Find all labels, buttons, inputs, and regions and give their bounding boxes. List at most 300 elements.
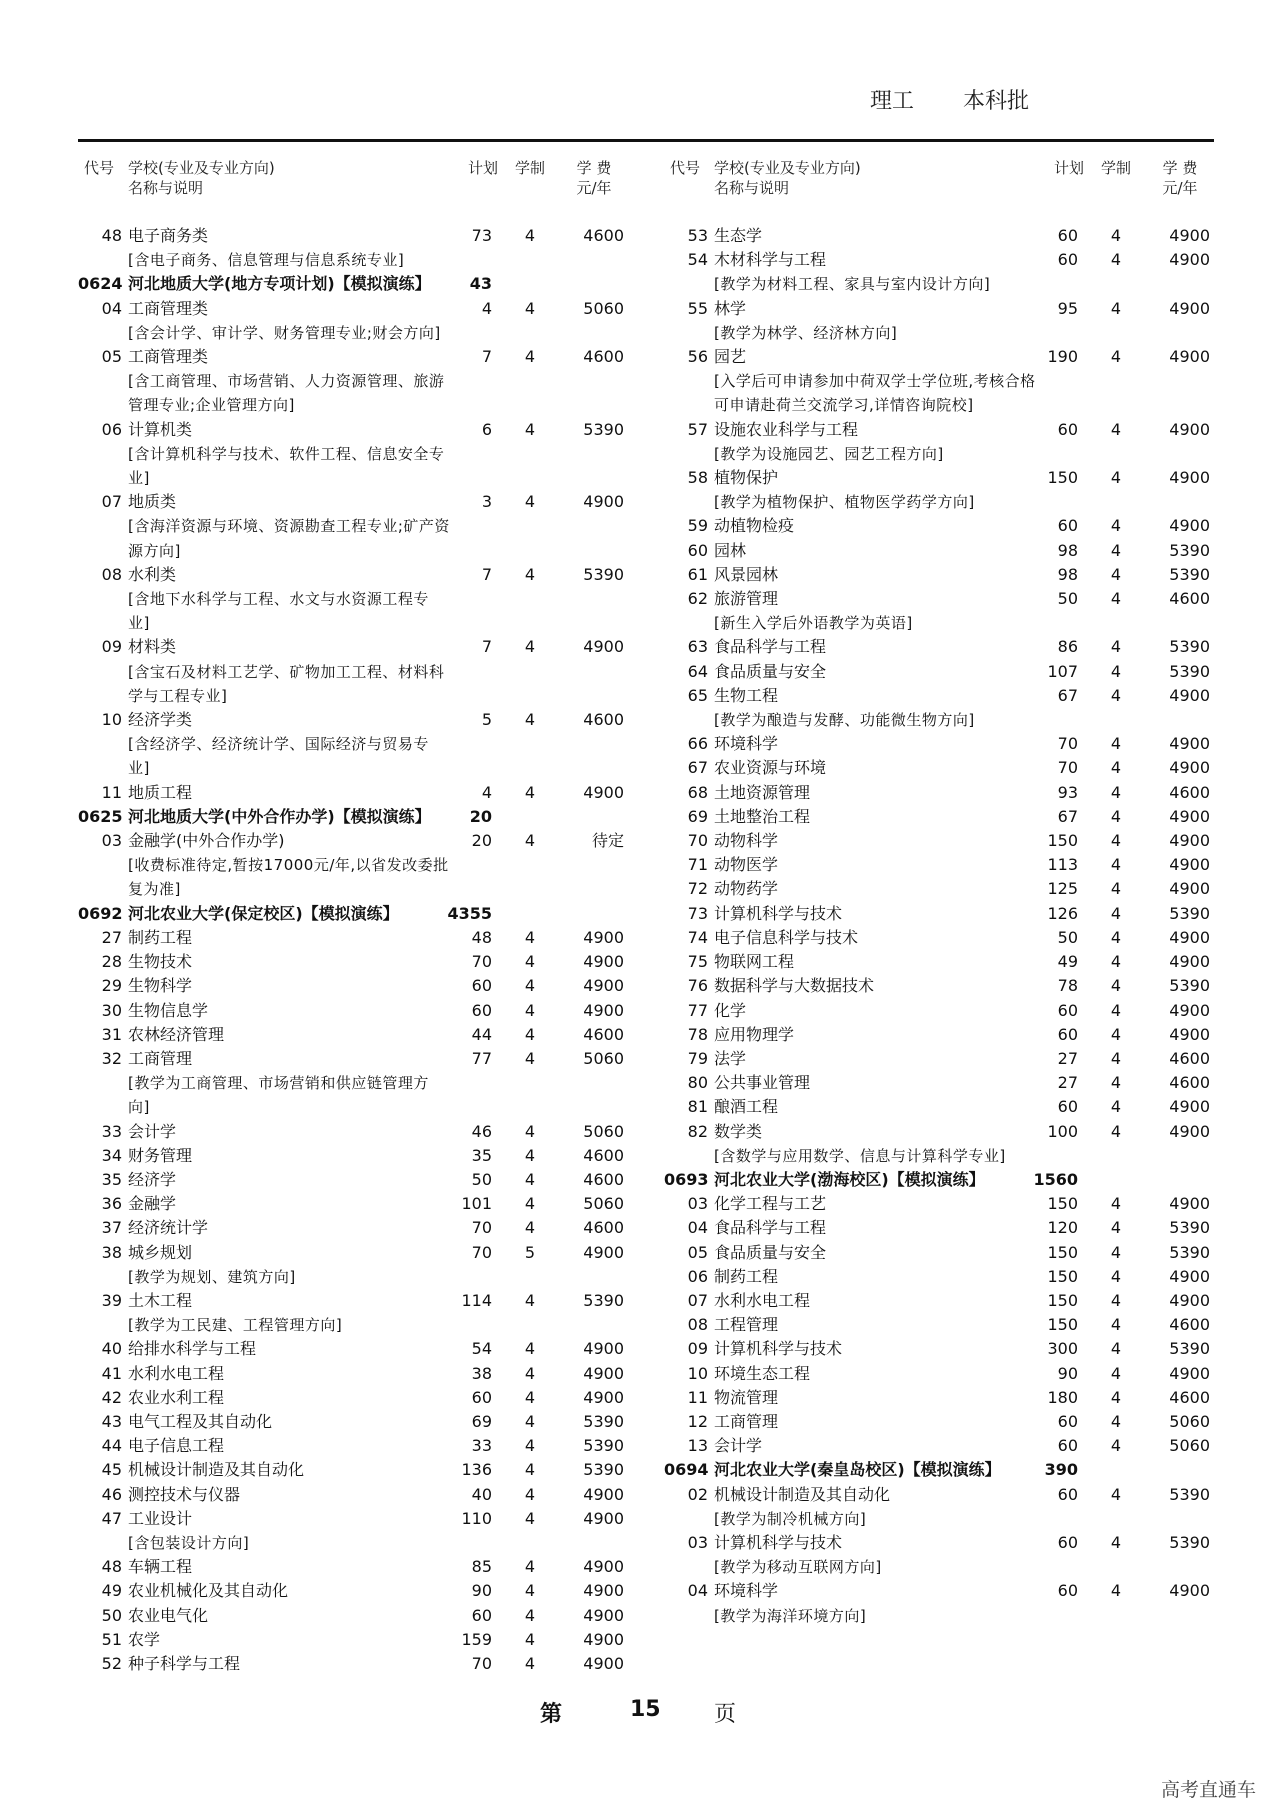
study-years: 4 <box>524 976 536 996</box>
major-code: 06 <box>101 419 122 439</box>
major-code: 56 <box>687 347 708 367</box>
plan-count: 20 <box>471 831 492 851</box>
tuition-fee: 4600 <box>1169 589 1210 609</box>
plan-count: 101 <box>461 1194 492 1214</box>
major-code: 03 <box>687 1194 708 1214</box>
major-code: 67 <box>687 758 708 778</box>
note-row <box>664 1507 1220 1531</box>
major-row <box>664 684 1220 708</box>
major-name: 地质类 <box>128 492 177 512</box>
note-row <box>664 272 1220 296</box>
major-code: 72 <box>687 879 708 899</box>
tuition-fee: 4900 <box>1169 1024 1210 1044</box>
major-code: 44 <box>101 1436 122 1456</box>
note-row <box>78 1265 634 1289</box>
major-code: 07 <box>101 492 122 512</box>
major-code: 03 <box>101 831 122 851</box>
col-code-header: 代号 <box>84 159 115 177</box>
study-years: 4 <box>1110 976 1122 996</box>
study-years: 4 <box>1110 1315 1122 1335</box>
study-years: 4 <box>524 1363 536 1383</box>
major-code: 49 <box>101 1581 122 1601</box>
major-name: 计算机科学与技术 <box>714 1339 843 1359</box>
plan-count: 6 <box>481 419 492 439</box>
plan-count: 113 <box>1047 855 1078 875</box>
tuition-fee: 4900 <box>583 1629 624 1649</box>
major-code: 54 <box>687 250 708 270</box>
major-row <box>78 1047 634 1071</box>
study-years: 4 <box>524 1145 536 1165</box>
tuition-fee: 4900 <box>1169 468 1210 488</box>
major-name: 旅游管理 <box>714 589 779 609</box>
plan-count: 110 <box>461 1508 492 1528</box>
school-name: 河北地质大学(中外合作办学)【模拟演练】 <box>128 806 431 826</box>
study-years: 4 <box>1110 250 1122 270</box>
major-code: 08 <box>101 564 122 584</box>
major-name: 生物信息学 <box>128 1000 209 1020</box>
major-code: 31 <box>101 1024 122 1044</box>
plan-count: 54 <box>471 1339 492 1359</box>
plan-count: 69 <box>471 1411 492 1431</box>
tuition-fee: 4900 <box>583 1508 624 1528</box>
note-text: [教学为规划、建筑方向] <box>128 1267 296 1286</box>
note-row <box>664 369 1220 417</box>
major-name: 土木工程 <box>128 1290 193 1310</box>
plan-count: 27 <box>1057 1073 1078 1093</box>
major-code: 12 <box>687 1411 708 1431</box>
plan-count: 1560 <box>1033 1169 1078 1189</box>
study-years: 4 <box>1110 637 1122 657</box>
study-years: 4 <box>524 1339 536 1359</box>
left-column <box>78 152 634 1676</box>
plan-count: 150 <box>1047 1266 1078 1286</box>
plan-count: 73 <box>471 226 492 245</box>
tuition-fee: 4900 <box>1169 1290 1210 1310</box>
major-row <box>664 1531 1220 1555</box>
plan-count: 70 <box>471 1242 492 1262</box>
tuition-fee: 5390 <box>1169 564 1210 584</box>
major-code: 66 <box>687 734 708 754</box>
major-row <box>664 1386 1220 1410</box>
tuition-fee: 5060 <box>583 1048 624 1068</box>
tuition-fee: 4900 <box>583 492 624 512</box>
major-code: 45 <box>101 1460 122 1480</box>
major-row <box>664 1071 1220 1095</box>
col-name-header: 学校(专业及专业方向) 名称与说明 <box>714 159 861 197</box>
tuition-fee: 5390 <box>1169 637 1210 657</box>
major-code: 69 <box>687 806 708 826</box>
plan-count: 5 <box>481 710 492 730</box>
tuition-fee: 4900 <box>1169 1097 1210 1117</box>
tuition-fee: 4900 <box>1169 516 1210 536</box>
page-number-prefix: 第 <box>540 1702 563 1727</box>
tuition-fee: 4600 <box>583 347 624 367</box>
tuition-fee: 4900 <box>1169 952 1210 972</box>
plan-count: 70 <box>1057 758 1078 778</box>
major-name: 动物科学 <box>714 831 779 851</box>
note-text: [含数学与应用数学、信息与计算科学专业] <box>714 1146 1006 1165</box>
major-name: 生态学 <box>714 226 763 245</box>
study-years: 4 <box>524 1411 536 1431</box>
major-row <box>664 660 1220 684</box>
major-name: 动物医学 <box>714 855 779 875</box>
study-years: 4 <box>1110 782 1122 802</box>
study-years: 4 <box>1110 347 1122 367</box>
plan-count: 60 <box>1057 1411 1078 1431</box>
major-name: 环境科学 <box>714 1581 779 1601</box>
major-code: 63 <box>687 637 708 657</box>
study-years: 4 <box>524 710 536 730</box>
col-name-header: 学校(专业及专业方向) 名称与说明 <box>128 159 275 197</box>
plan-count: 20 <box>469 806 492 826</box>
tuition-fee: 5060 <box>583 1121 624 1141</box>
tuition-fee: 4600 <box>583 1218 624 1238</box>
major-name: 会计学 <box>714 1436 763 1456</box>
major-code: 47 <box>101 1508 122 1528</box>
major-row <box>78 1023 634 1047</box>
note-row <box>78 321 634 345</box>
plan-count: 78 <box>1057 976 1078 996</box>
major-name: 经济统计学 <box>128 1218 209 1238</box>
plan-count: 67 <box>1057 685 1078 705</box>
plan-count: 107 <box>1047 661 1078 681</box>
study-years: 4 <box>524 226 536 245</box>
major-name: 车辆工程 <box>128 1557 193 1577</box>
major-code: 02 <box>687 1484 708 1504</box>
plan-count: 40 <box>471 1484 492 1504</box>
major-name: 金融学(中外合作办学) <box>128 831 285 851</box>
major-name: 种子科学与工程 <box>128 1653 241 1673</box>
study-years: 4 <box>524 1218 536 1238</box>
major-row <box>78 1386 634 1410</box>
plan-count: 60 <box>1057 516 1078 536</box>
major-code: 09 <box>101 637 122 657</box>
tuition-fee: 4600 <box>583 1145 624 1165</box>
study-years: 4 <box>1110 298 1122 318</box>
major-name: 地质工程 <box>128 782 193 802</box>
plan-count: 60 <box>1057 1000 1078 1020</box>
major-name: 农林经济管理 <box>128 1024 225 1044</box>
major-name: 农学 <box>128 1629 161 1649</box>
major-name: 生物工程 <box>714 685 779 705</box>
major-code: 79 <box>687 1048 708 1068</box>
study-years: 4 <box>1110 927 1122 947</box>
major-row <box>664 1265 1220 1289</box>
major-name: 水利水电工程 <box>128 1363 225 1383</box>
plan-count: 98 <box>1057 564 1078 584</box>
study-years: 4 <box>1110 540 1122 560</box>
tuition-fee: 5390 <box>1169 1484 1210 1504</box>
tuition-fee: 5390 <box>583 1290 624 1310</box>
major-code: 29 <box>101 976 122 996</box>
plan-count: 7 <box>481 564 492 584</box>
plan-count: 50 <box>1057 927 1078 947</box>
tuition-fee: 4900 <box>1169 758 1210 778</box>
major-row <box>664 1047 1220 1071</box>
plan-count: 60 <box>1057 250 1078 270</box>
major-name: 食品质量与安全 <box>714 661 827 681</box>
plan-count: 38 <box>471 1363 492 1383</box>
note-text: [教学为材料工程、家具与室内设计方向] <box>714 275 991 294</box>
plan-count: 90 <box>1057 1363 1078 1383</box>
major-row <box>78 490 634 514</box>
major-name: 食品质量与安全 <box>714 1242 827 1262</box>
major-code: 80 <box>687 1073 708 1093</box>
major-name: 植物保护 <box>714 468 779 488</box>
note-row <box>78 660 634 708</box>
study-years: 4 <box>524 782 536 802</box>
plan-count: 70 <box>471 1218 492 1238</box>
major-row <box>78 1555 634 1579</box>
major-code: 11 <box>687 1387 708 1407</box>
note-text: [含地下水科学与工程、水文与水资源工程专业] <box>128 590 429 633</box>
study-years: 4 <box>1110 1411 1122 1431</box>
study-years: 4 <box>524 1557 536 1577</box>
tuition-fee: 5390 <box>1169 1242 1210 1262</box>
study-years: 4 <box>1110 1387 1122 1407</box>
plan-count: 50 <box>1057 589 1078 609</box>
plan-count: 60 <box>1057 1097 1078 1117</box>
major-row <box>78 1628 634 1652</box>
plan-count: 136 <box>461 1460 492 1480</box>
major-code: 04 <box>687 1581 708 1601</box>
tuition-fee: 4900 <box>1169 298 1210 318</box>
major-code: 65 <box>687 685 708 705</box>
major-name: 机械设计制造及其自动化 <box>128 1460 305 1480</box>
major-row <box>664 466 1220 490</box>
column-header <box>78 152 634 202</box>
plan-count: 3 <box>481 492 492 512</box>
page-footer <box>0 1697 1280 1727</box>
major-code: 81 <box>687 1097 708 1117</box>
major-row <box>664 1337 1220 1361</box>
major-code: 42 <box>101 1387 122 1407</box>
study-years: 4 <box>524 1581 536 1601</box>
note-text: [含计算机科学与技术、软件工程、信息安全专业] <box>128 444 445 488</box>
major-row <box>664 539 1220 563</box>
plan-count: 4355 <box>447 903 492 923</box>
plan-count: 126 <box>1047 903 1078 923</box>
major-name: 电子信息工程 <box>128 1436 225 1456</box>
tuition-fee: 4900 <box>1169 226 1210 245</box>
tuition-fee: 5390 <box>583 1460 624 1480</box>
major-row <box>664 805 1220 829</box>
study-years: 4 <box>524 1121 536 1141</box>
major-row <box>78 1337 634 1361</box>
major-name: 工商管理类 <box>128 347 209 367</box>
study-years: 4 <box>1110 806 1122 826</box>
plan-count: 150 <box>1047 1242 1078 1262</box>
plan-count: 86 <box>1057 637 1078 657</box>
study-years: 4 <box>1110 1242 1122 1262</box>
tuition-fee: 4900 <box>1169 1363 1210 1383</box>
plan-count: 85 <box>471 1557 492 1577</box>
note-text: [教学为海洋环境方向] <box>714 1606 867 1625</box>
school-code: 0624 <box>78 274 123 294</box>
plan-count: 60 <box>471 1000 492 1020</box>
plan-count: 60 <box>471 1605 492 1625</box>
major-code: 11 <box>101 782 122 802</box>
tuition-fee: 4900 <box>1169 855 1210 875</box>
plan-count: 60 <box>1057 226 1078 245</box>
tuition-fee: 4900 <box>583 1653 624 1673</box>
major-code: 08 <box>687 1315 708 1335</box>
major-name: 城乡规划 <box>128 1242 193 1262</box>
major-row <box>664 1483 1220 1507</box>
major-name: 财务管理 <box>128 1145 193 1165</box>
tuition-fee: 5390 <box>1169 903 1210 923</box>
note-row <box>664 1555 1220 1579</box>
major-row <box>78 999 634 1023</box>
plan-count: 44 <box>471 1024 492 1044</box>
major-row <box>664 297 1220 321</box>
major-name: 酿酒工程 <box>714 1097 779 1117</box>
tuition-fee: 4600 <box>1169 782 1210 802</box>
study-years: 4 <box>524 492 536 512</box>
major-code: 50 <box>101 1605 122 1625</box>
major-row <box>664 1120 1220 1144</box>
school-name: 河北地质大学(地方专项计划)【模拟演练】 <box>128 274 431 294</box>
major-row <box>78 1434 634 1458</box>
major-row <box>78 224 634 248</box>
major-code: 37 <box>101 1218 122 1238</box>
major-code: 07 <box>687 1290 708 1310</box>
major-row <box>78 926 634 950</box>
study-years: 4 <box>524 298 536 318</box>
major-name: 设施农业科学与工程 <box>714 419 859 439</box>
tuition-fee: 4900 <box>583 1242 624 1262</box>
school-row <box>664 1168 1220 1192</box>
major-name: 机械设计制造及其自动化 <box>714 1484 891 1504</box>
major-row <box>664 1579 1220 1603</box>
major-code: 68 <box>687 782 708 802</box>
major-name: 电气工程及其自动化 <box>128 1411 273 1431</box>
major-code: 75 <box>687 952 708 972</box>
study-years: 4 <box>1110 1218 1122 1238</box>
tuition-fee: 4600 <box>583 226 624 245</box>
school-code: 0694 <box>664 1460 709 1480</box>
plan-count: 60 <box>471 1387 492 1407</box>
major-row <box>664 1313 1220 1337</box>
study-years: 4 <box>524 1169 536 1189</box>
major-code: 05 <box>101 347 122 367</box>
major-row <box>78 1410 634 1434</box>
major-name: 数据科学与大数据技术 <box>714 976 875 996</box>
note-row <box>664 611 1220 635</box>
major-name: 经济学 <box>128 1169 177 1189</box>
major-name: 化学 <box>714 1000 747 1020</box>
major-code: 64 <box>687 661 708 681</box>
major-row <box>78 1120 634 1144</box>
tuition-fee: 4900 <box>1169 1581 1210 1601</box>
tuition-fee: 4900 <box>583 637 624 657</box>
major-name: 制药工程 <box>714 1266 779 1286</box>
column-header <box>664 152 1220 202</box>
school-code: 0693 <box>664 1169 709 1189</box>
major-code: 53 <box>687 226 708 245</box>
plan-count: 150 <box>1047 1315 1078 1335</box>
major-row <box>78 1652 634 1676</box>
study-years: 4 <box>524 564 536 584</box>
major-code: 52 <box>101 1653 122 1673</box>
tuition-fee: 4600 <box>1169 1315 1210 1335</box>
note-text: [含海洋资源与环境、资源勘查工程专业;矿产资源方向] <box>128 517 450 560</box>
tuition-fee: 4900 <box>583 952 624 972</box>
plan-count: 150 <box>1047 1194 1078 1214</box>
note-row <box>664 1604 1220 1628</box>
tuition-fee: 4600 <box>583 1169 624 1189</box>
major-name: 动植物检疫 <box>714 516 795 536</box>
major-row <box>78 950 634 974</box>
plan-count: 77 <box>471 1048 492 1068</box>
major-name: 测控技术与仪器 <box>128 1484 241 1504</box>
plan-count: 27 <box>1057 1048 1078 1068</box>
tuition-fee: 5390 <box>1169 1218 1210 1238</box>
tuition-fee: 4900 <box>583 782 624 802</box>
major-code: 03 <box>687 1532 708 1552</box>
major-code: 71 <box>687 855 708 875</box>
major-code: 32 <box>101 1048 122 1068</box>
note-text: [含经济学、经济统计学、国际经济与贸易专业] <box>128 735 429 778</box>
major-code: 34 <box>101 1145 122 1165</box>
plan-count: 190 <box>1047 347 1078 367</box>
watermark: 高考直通车 <box>1160 1779 1256 1801</box>
major-name: 计算机科学与技术 <box>714 1532 843 1552</box>
major-code: 43 <box>101 1411 122 1431</box>
study-years: 4 <box>524 1048 536 1068</box>
tuition-fee: 5060 <box>583 298 624 318</box>
right-entry-list <box>664 224 1220 1628</box>
plan-count: 95 <box>1057 298 1078 318</box>
tuition-fee: 4900 <box>1169 1194 1210 1214</box>
tuition-fee: 5390 <box>1169 1339 1210 1359</box>
tuition-fee: 5390 <box>1169 661 1210 681</box>
note-row <box>664 321 1220 345</box>
tuition-fee: 4900 <box>1169 831 1210 851</box>
plan-count: 4 <box>481 298 492 318</box>
study-years: 4 <box>1110 1048 1122 1068</box>
major-name: 计算机科学与技术 <box>714 903 843 923</box>
study-years: 4 <box>524 419 536 439</box>
tuition-fee: 4900 <box>1169 419 1210 439</box>
major-row <box>78 974 634 998</box>
major-row <box>664 950 1220 974</box>
note-row <box>78 369 634 417</box>
tuition-fee: 4600 <box>583 710 624 730</box>
major-row <box>664 1434 1220 1458</box>
major-name: 会计学 <box>128 1121 177 1141</box>
major-name: 水利水电工程 <box>714 1290 811 1310</box>
note-text: [收费标准待定,暂按17000元/年,以省发改委批复为准] <box>128 856 449 899</box>
major-code: 35 <box>101 1169 122 1189</box>
major-code: 27 <box>101 927 122 947</box>
study-years: 4 <box>524 1194 536 1214</box>
plan-count: 60 <box>1057 1024 1078 1044</box>
major-name: 农业水利工程 <box>128 1387 225 1407</box>
tuition-fee: 4600 <box>1169 1387 1210 1407</box>
tuition-fee: 5390 <box>583 564 624 584</box>
school-row <box>664 1458 1220 1482</box>
col-fee-header: 学 费 元/年 <box>576 159 612 197</box>
plan-count: 90 <box>471 1581 492 1601</box>
tuition-fee: 4900 <box>583 1605 624 1625</box>
tuition-fee: 4900 <box>1169 1121 1210 1141</box>
major-name: 食品科学与工程 <box>714 637 827 657</box>
study-years: 4 <box>1110 1484 1122 1504</box>
major-name: 园艺 <box>714 347 747 367</box>
page-category: 理工 <box>870 89 915 114</box>
tuition-fee: 5060 <box>1169 1436 1210 1456</box>
